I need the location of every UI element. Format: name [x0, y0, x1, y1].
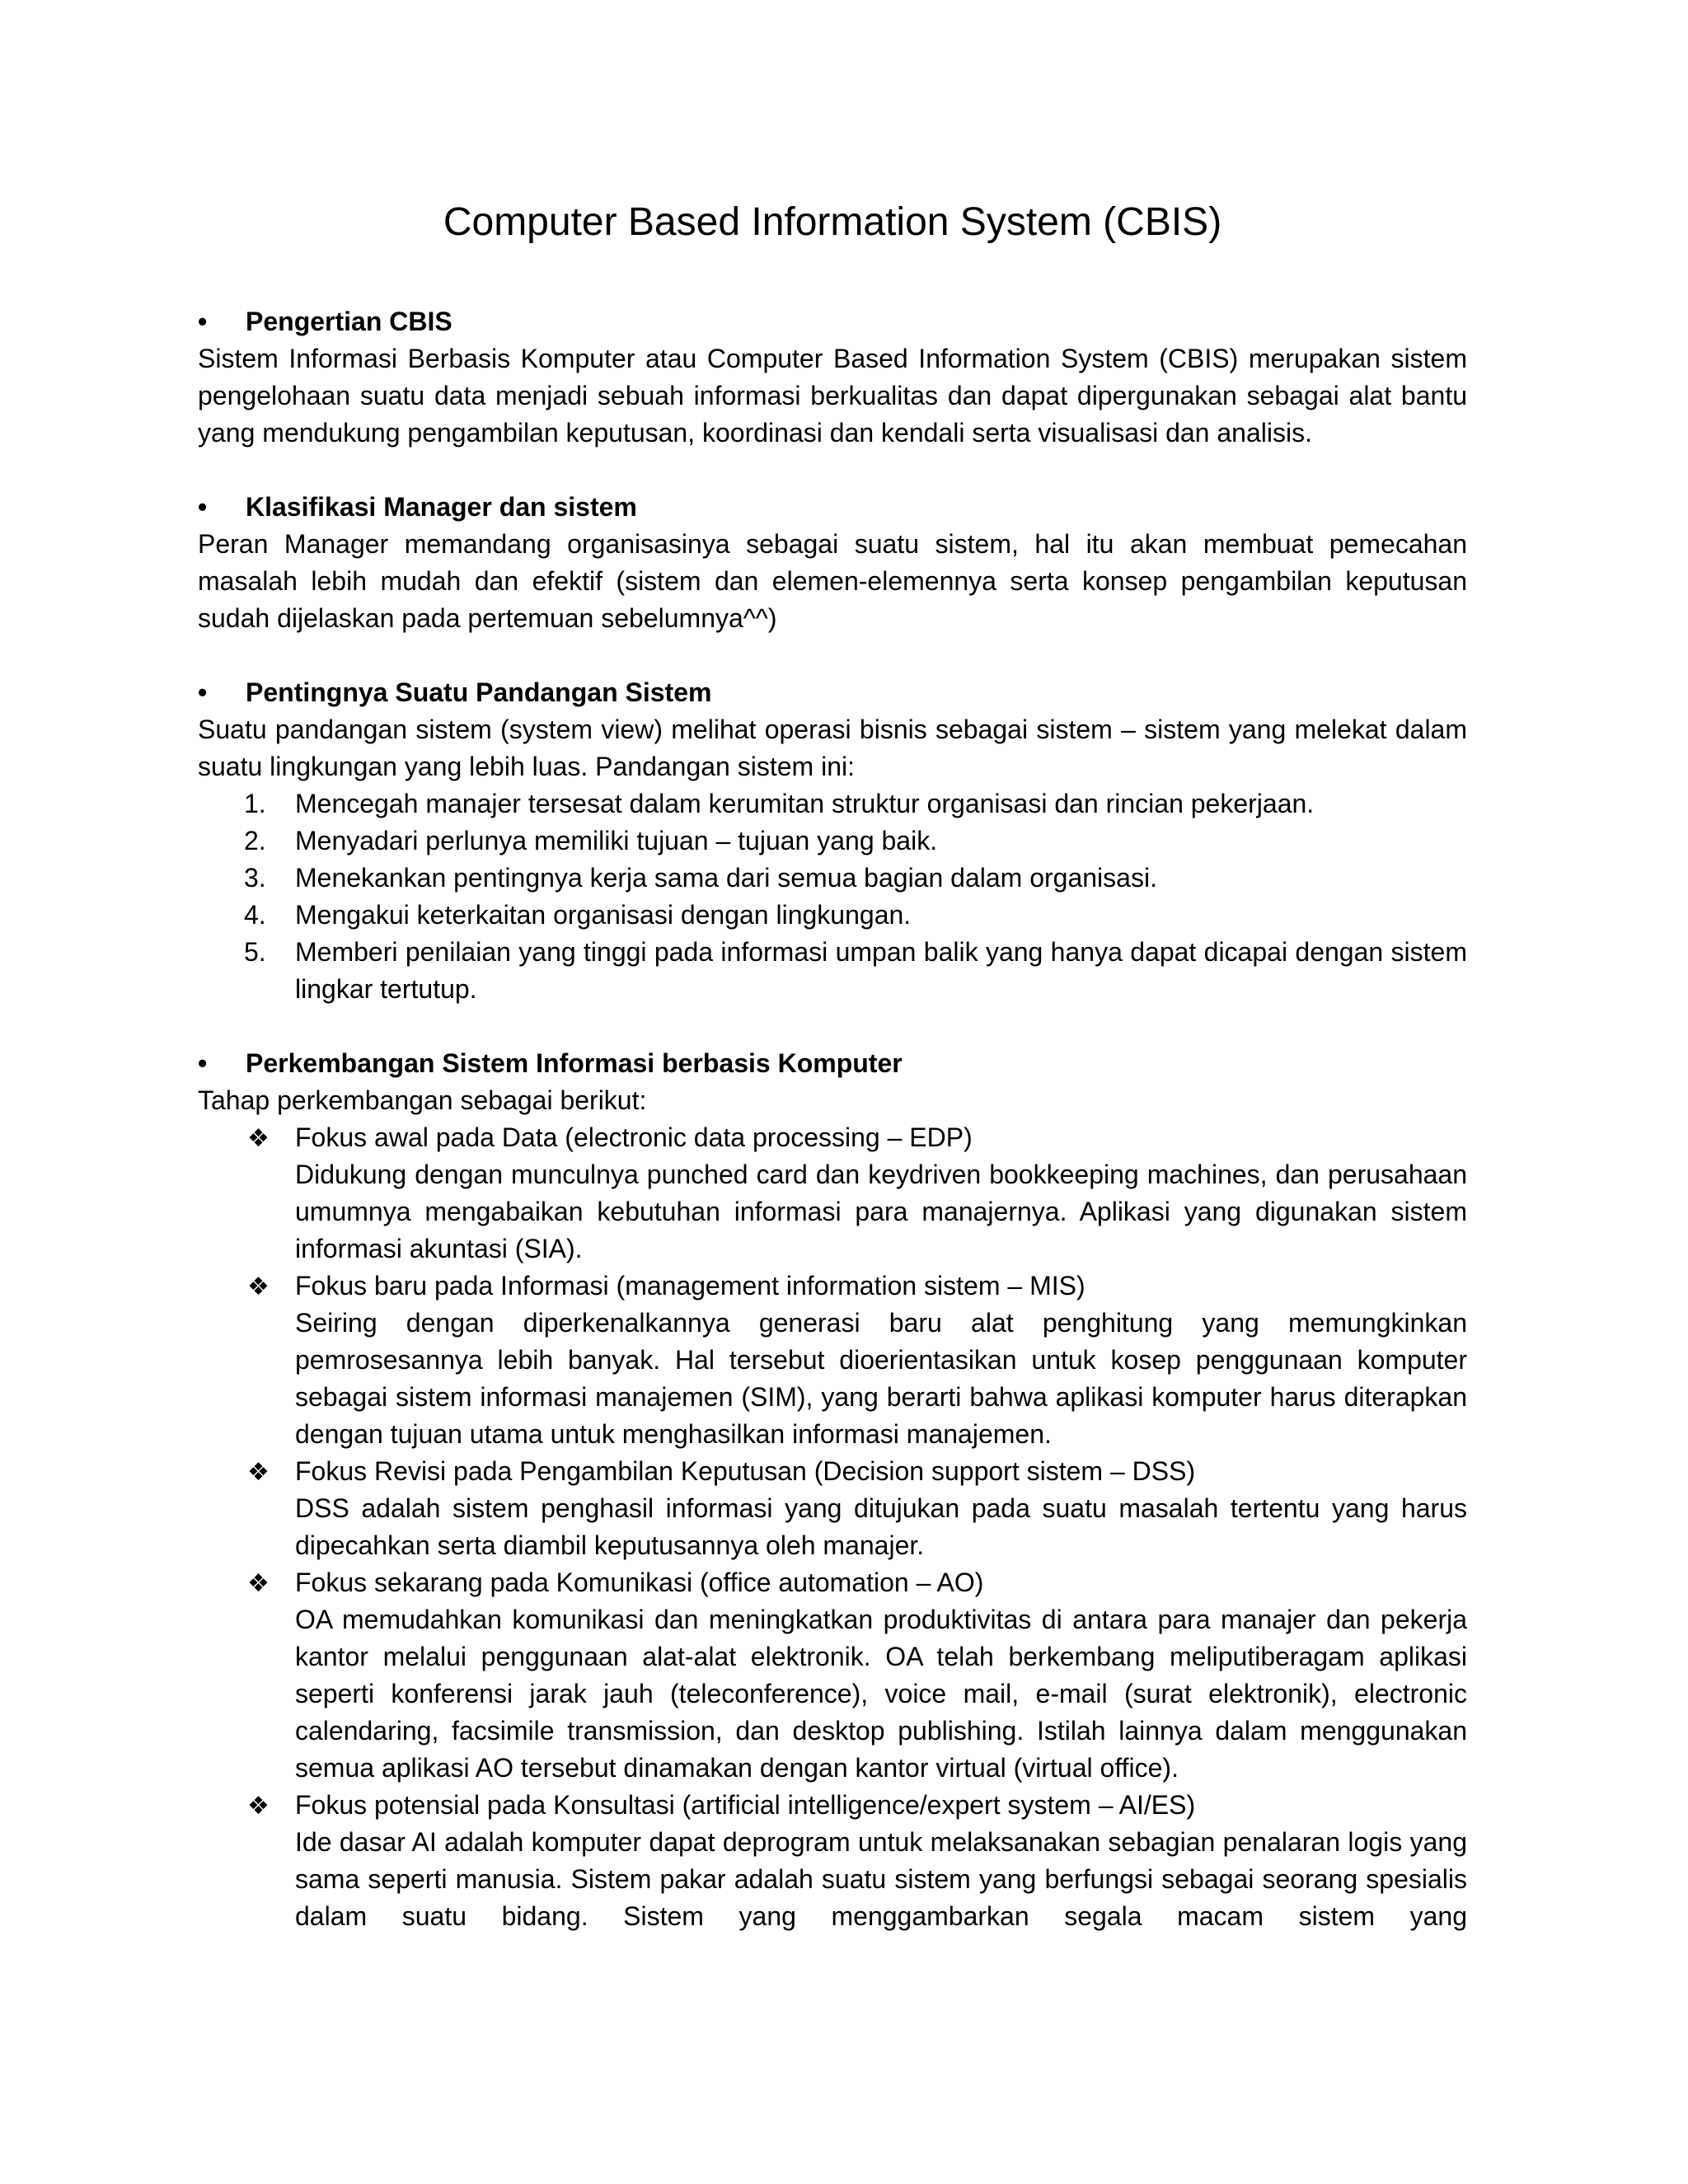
list-item — [244, 897, 1467, 934]
stage-description: OA memudahkan komunikasi dan meningkatkan produktivitas di antara para manajer dan pekerja kantor melalui penggunaan alat-alat elektronik. OA telah berkembang meliputiberagam aplikasi seperti konferensi jarak jauh (teleconference), voice mail, e-mail (surat elektronik), electronic calendaring, facsimile transmission, dan desktop publishing. Istilah lainnya dalam menggunakan semua aplikasi AO tersebut dinamakan dengan kantor virtual (virtual office). — [295, 1605, 1467, 1783]
diamond-bullet-icon: ❖ — [247, 1570, 270, 1597]
stage-title: Fokus sekarang pada Komunikasi (office automation – AO) — [295, 1568, 984, 1597]
section-heading — [198, 1045, 1467, 1082]
stage-description: Seiring dengan diperkenalkannya generasi baru alat penghitung yang memungkinkan pemrosesannya lebih banyak. Hal tersebut dioerientasikan untuk kosep penggunaan komputer sebagai sistem informasi manajemen (SIM), yang berarti bahwa aplikasi komputer harus diterapkan dengan tujuan utama untuk menghasilkan informasi manajemen. — [295, 1308, 1467, 1449]
list-number: 4. — [244, 900, 266, 930]
stage-description: Didukung dengan munculnya punched card dan keydriven bookkeeping machines, dan perusahaan umumnya mengabaikan kebutuhan informasi para manajernya. Aplikasi yang digunakan sistem informasi akuntasi (SIA). — [295, 1160, 1467, 1263]
stage-item — [247, 1564, 1467, 1787]
list-item — [244, 785, 1467, 823]
heading-text: Pengertian CBIS — [246, 307, 452, 336]
section-pentingnya — [198, 674, 1467, 1008]
document-content — [198, 303, 1467, 1972]
list-item-text: Memberi penilaian yang tinggi pada informasi umpan balik yang hanya dapat dicapai dengan sistem lingkar tertutup. — [295, 937, 1467, 1004]
stage-list — [198, 1119, 1467, 1935]
list-item — [244, 934, 1467, 1008]
bullet-icon: • — [198, 492, 208, 522]
list-item — [244, 823, 1467, 860]
stage-item — [247, 1453, 1467, 1564]
stage-title: Fokus awal pada Data (electronic data processing – EDP) — [295, 1122, 973, 1152]
section-heading — [198, 489, 1467, 526]
section-pengertian — [198, 303, 1467, 452]
bullet-icon: • — [198, 1048, 208, 1078]
bullet-icon: • — [198, 677, 208, 707]
list-item-text: Menekankan pentingnya kerja sama dari semua bagian dalam organisasi. — [295, 863, 1157, 893]
list-number: 2. — [244, 826, 266, 855]
bullet-icon: • — [198, 307, 208, 336]
stage-item — [247, 1787, 1467, 1935]
stage-title: Fokus baru pada Informasi (management information sistem – MIS) — [295, 1271, 1085, 1301]
paragraph: Peran Manager memandang organisasinya sebagai suatu sistem, hal itu akan membuat pemecahan masalah lebih mudah dan efektif (sistem dan elemen-elemennya serta konsep pengambilan keputusan sudah dijelaskan pada pertemuan sebelumnya^^) — [198, 529, 1467, 633]
list-number: 1. — [244, 789, 266, 818]
stage-title: Fokus Revisi pada Pengambilan Keputusan (Decision support sistem – DSS) — [295, 1456, 1196, 1486]
heading-text: Klasifikasi Manager dan sistem — [246, 492, 637, 522]
paragraph: Suatu pandangan sistem (system view) melihat operasi bisnis sebagai sistem – sistem yang melekat dalam suatu lingkungan yang lebih luas. Pandangan sistem ini: — [198, 715, 1467, 781]
section-perkembangan — [198, 1045, 1467, 1935]
diamond-bullet-icon: ❖ — [247, 1125, 270, 1152]
diamond-bullet-icon: ❖ — [247, 1273, 270, 1301]
stage-description: Ide dasar AI adalah komputer dapat deprogram untuk melaksanakan sebagian penalaran logis yang sama seperti manusia. Sistem pakar adalah suatu sistem yang berfungsi sebagai seorang spesialis dalam suatu bidang. Sistem yang menggambarkan segala macam sistem yang — [295, 1827, 1467, 1931]
list-item-text: Mencegah manajer tersesat dalam kerumitan struktur organisasi dan rincian pekerjaan. — [295, 789, 1315, 818]
diamond-bullet-icon: ❖ — [247, 1459, 270, 1486]
list-number: 3. — [244, 863, 266, 893]
list-item-text: Mengakui keterkaitan organisasi dengan lingkungan. — [295, 900, 912, 930]
section-heading — [198, 674, 1467, 711]
page-title: Computer Based Information System (CBIS) — [443, 200, 1222, 244]
paragraph: Sistem Informasi Berbasis Komputer atau Computer Based Information System (CBIS) merupakan sistem pengelohaan suatu data menjadi sebuah informasi berkualitas dan dapat dipergunakan sebagai alat bantu yang mendukung pengambilan keputusan, koordinasi dan kendali serta visualisasi dan analisis. — [198, 344, 1467, 448]
stage-description: DSS adalah sistem penghasil informasi yang ditujukan pada suatu masalah tertentu yang harus dipecahkan serta diambil keputusannya oleh manajer. — [295, 1493, 1467, 1560]
heading-text: Pentingnya Suatu Pandangan Sistem — [246, 677, 712, 707]
stage-item — [247, 1268, 1467, 1453]
diamond-bullet-icon: ❖ — [247, 1793, 270, 1820]
stage-item — [247, 1119, 1467, 1268]
list-item-text: Menyadari perlunya memiliki tujuan – tujuan yang baik. — [295, 826, 938, 855]
section-klasifikasi — [198, 489, 1467, 637]
list-item — [244, 860, 1467, 897]
stage-title: Fokus potensial pada Konsultasi (artificial intelligence/expert system – AI/ES) — [295, 1790, 1196, 1820]
list-number: 5. — [244, 937, 266, 967]
section-heading — [198, 303, 1467, 340]
paragraph: Tahap perkembangan sebagai berikut: — [198, 1085, 647, 1115]
heading-text: Perkembangan Sistem Informasi berbasis Komputer — [246, 1048, 903, 1078]
numbered-list — [198, 785, 1467, 1008]
